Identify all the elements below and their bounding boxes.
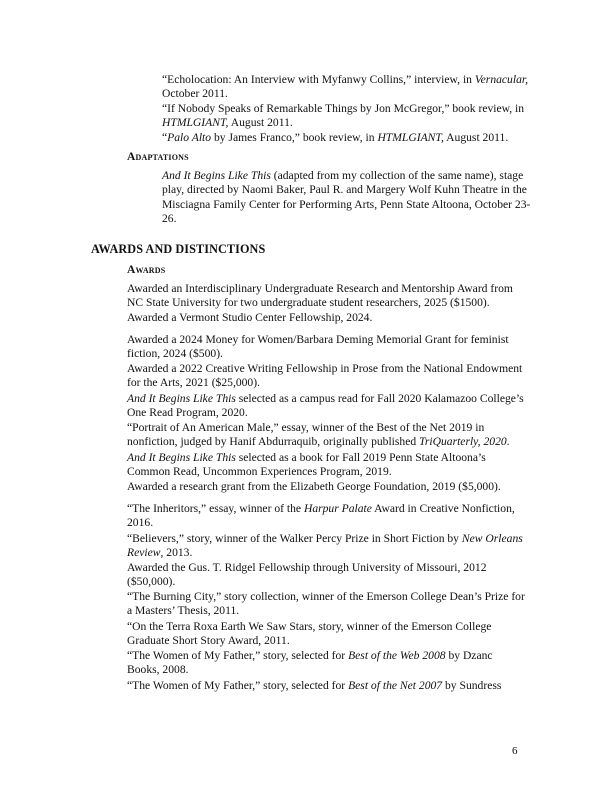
entry-text: “ (162, 131, 168, 144)
award-entry (127, 502, 527, 531)
award-entry (127, 282, 527, 311)
entry-text: “On the Terra Roxa Earth We Saw Stars, story, winner of the Emerson College Graduate Short Story Award, 2011. (127, 620, 492, 648)
section-title-awards-and-distinctions: AWARDS AND DISTINCTIONS (91, 242, 266, 256)
entry-text: Awarded a research grant from the Elizabeth George Foundation, 2019 ($5,000). (127, 480, 501, 493)
italic-text: New Orleans Review (127, 532, 523, 560)
italic-text: And It Begins Like This (127, 451, 236, 464)
entry-text: , 2013. (160, 546, 193, 560)
entry-text: August 2011. (228, 116, 293, 130)
entry-text: Awarded a 2022 Creative Writing Fellowship in Prose from the National Endowment for the Arts, 2021 ($25,000). (127, 362, 523, 390)
entry-text: “If Nobody Speaks of Remarkable Things by Jon McGregor,” book review, in (162, 102, 525, 115)
award-entry (127, 392, 527, 421)
italic-text: Harpur Palate (303, 502, 372, 515)
award-entry (127, 649, 527, 678)
award-entry (127, 620, 527, 649)
award-entry (127, 311, 527, 325)
entry-text: Awarded an Interdisciplinary Undergraduate Research and Mentorship Award from NC State University for two undergraduate student researchers, 2025 ($1500). (127, 282, 513, 310)
entry-text: “Echolocation: An Interview with Myfanwy Collins,” interview, in (162, 73, 475, 86)
award-entry (127, 561, 527, 590)
award-entry (127, 679, 527, 693)
entry-text: by James Franco,” book review, in (211, 131, 378, 144)
entry-text: . (506, 435, 510, 449)
award-entry (127, 362, 527, 391)
awards-subheading: Awards (127, 264, 166, 276)
entry-text: by Dzanc Books, 2008. (127, 649, 493, 677)
italic-text: Best of the Web 2008 (348, 649, 446, 662)
italic-text: HTMLGIANT, (377, 131, 444, 144)
writing-entry (162, 131, 532, 145)
entry-text: August 2011. (443, 131, 509, 144)
italic-text: Vernacular, (474, 73, 528, 86)
entry-text: Awarded a Vermont Studio Center Fellowship, 2024. (127, 311, 373, 324)
entry-text: “Believers,” story, winner of the Walker Percy Prize in Short Fiction by (127, 532, 462, 545)
award-entry (127, 532, 527, 561)
entry-text: October 2011. (162, 87, 228, 101)
award-entry (127, 590, 527, 619)
italic-text: Palo Alto (167, 131, 212, 144)
entry-text: “The Women of My Father,” story, selected for (127, 649, 349, 662)
writing-entry (162, 73, 532, 102)
italic-text: And It Begins Like This (127, 392, 236, 405)
entry-text: Awarded the Gus. T. Ridgel Fellowship through University of Missouri, 2012 ($50,000). (127, 561, 487, 589)
entry-text: by Sundress (442, 679, 502, 692)
entry-text: selected as a book for Fall 2019 Penn State Altoona’s Common Read, Uncommon Experiences Program, 2019. (127, 451, 486, 479)
italic-text: TriQuarterly, 2020 (419, 435, 507, 449)
italic-text: HTMLGIANT, (162, 116, 229, 130)
adaptation-entry (162, 169, 532, 226)
adaptations-heading: Adaptations (127, 151, 189, 163)
italic-text: And It Begins Like This (162, 169, 271, 182)
award-entry (127, 333, 527, 362)
page-number: 6 (512, 745, 518, 757)
award-entry (127, 451, 527, 480)
entry-text: “The Women of My Father,” story, selected for (127, 679, 349, 692)
entry-text: “The Inheritors,” essay, winner of the (127, 502, 304, 515)
writing-entry (162, 102, 532, 131)
entry-text: (adapted from my collection of the same name), stage play, directed by Naomi Baker, Paul R. and Margery Wolf Kuhn Theatre in the Misciagna Family Center for Performing Arts, Penn State Altoona, October 23-26. (162, 169, 531, 225)
entry-text: selected as a campus read for Fall 2020 Kalamazoo College’s One Read Program, 2020. (127, 392, 524, 420)
entry-text: Awarded a 2024 Money for Women/Barbara Deming Memorial Grant for feminist fiction, 2024 ($500). (127, 333, 509, 361)
entry-text: Award in Creative Nonfiction, 2016. (127, 502, 515, 530)
italic-text: Best of the Net 2007 (348, 679, 443, 692)
entry-text: “The Burning City,” story collection, winner of the Emerson College Dean’s Prize for a Masters’ Thesis, 2011. (127, 590, 525, 618)
entry-text: “Portrait of An American Male,” essay, winner of the Best of the Net 2019 in nonfiction, judged by Hanif Abdurraquib, originally published (127, 421, 485, 449)
award-entry (127, 480, 527, 494)
award-entry (127, 421, 527, 450)
